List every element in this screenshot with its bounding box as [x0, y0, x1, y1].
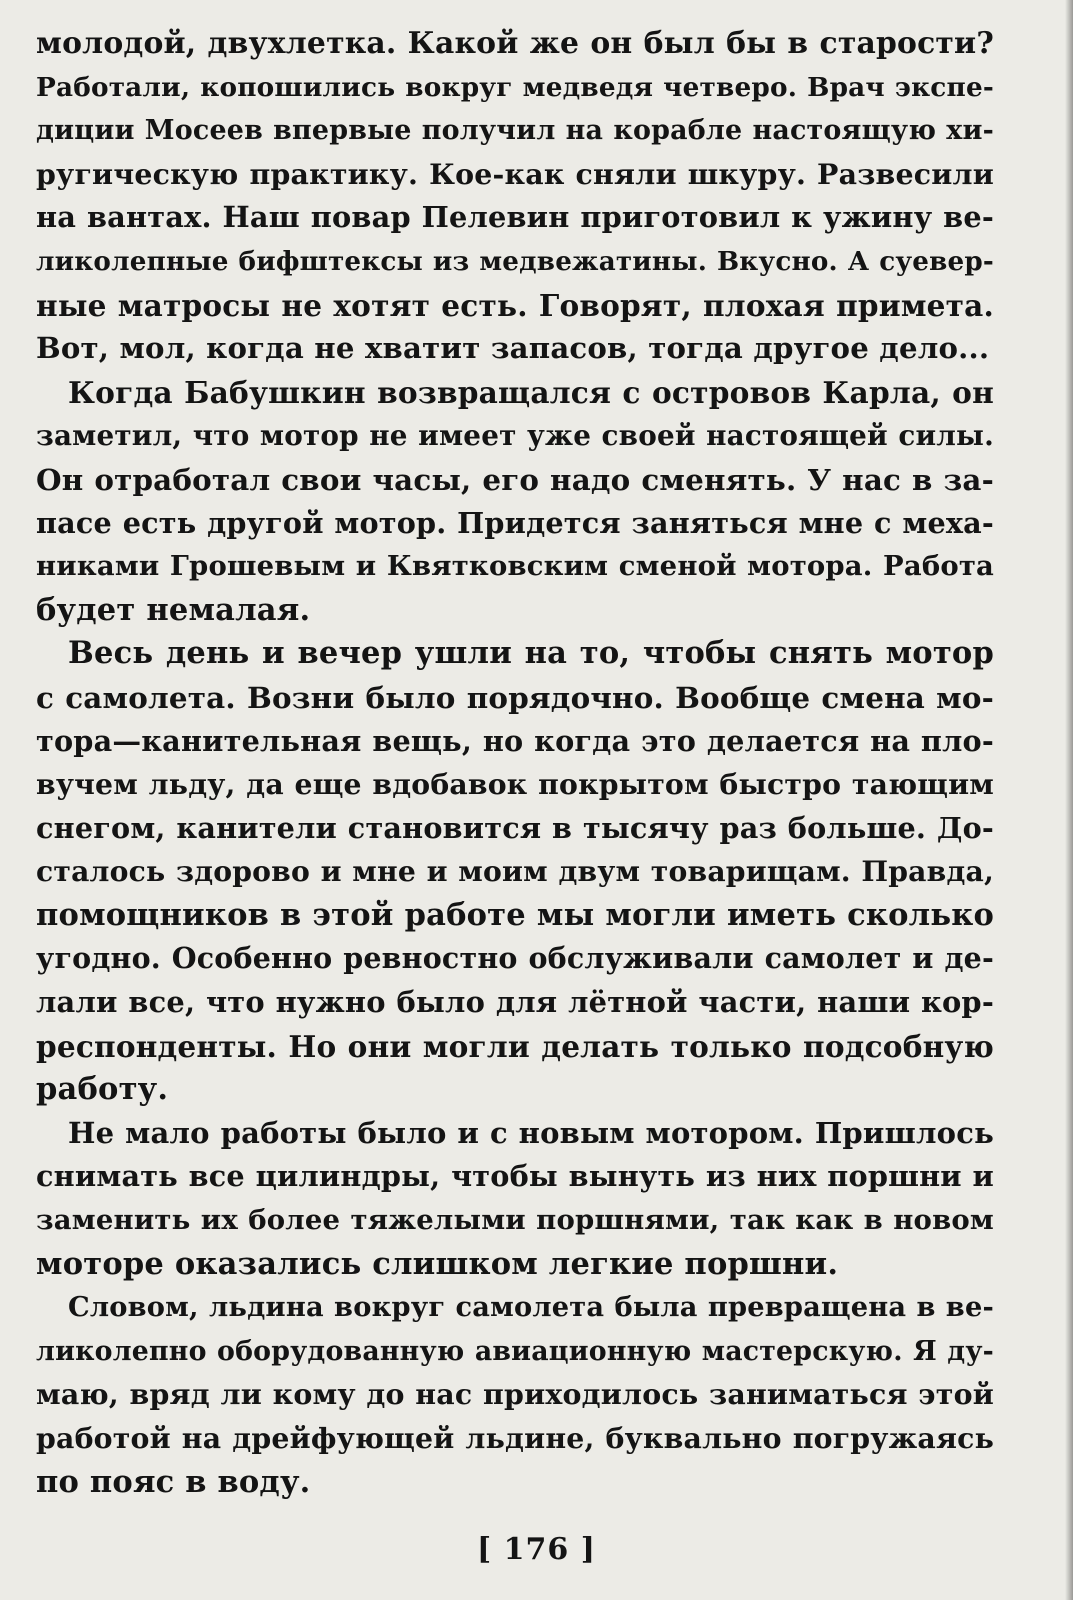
text-line: моторе оказались слишком легкие поршни.: [36, 1245, 839, 1282]
text-line: маю, вряд ли кому до нас приходилось заниматься этой: [36, 1377, 994, 1412]
text-line: заметил, что мотор не имеет уже своей настоящей силы.: [36, 419, 994, 453]
text-line: диции Мосеев впервые получил на корабле настоящую хи-: [36, 115, 994, 147]
text-line: ругическую практику. Кое-как сняли шкуру. Развесили: [36, 156, 994, 191]
text-line: тора—канительная вещь, но когда это делается на пло-: [36, 723, 994, 758]
text-line: снимать все цилиндры, чтобы вынуть из них поршни и: [36, 1159, 994, 1194]
text-line: Когда Бабушкин возвращался с островов Карла, он: [68, 374, 994, 410]
paragraph-3: [36, 632, 994, 1112]
text-line: помощников в этой работе мы могли иметь сколько: [36, 896, 994, 933]
paragraph-1: [36, 22, 994, 371]
paragraph-5: [36, 1286, 994, 1504]
text-line: заменить их более тяжелыми поршнями, так как в новом: [36, 1204, 994, 1237]
text-line: на вантах. Наш повар Пелевин приготовил к ужину ве-: [36, 200, 994, 235]
text-line: Он отработал свои часы, его надо сменять. У нас в за-: [36, 461, 994, 497]
text-line: Словом, льдина вокруг самолета была превращена в ве-: [68, 1291, 994, 1324]
text-line: будет немалая.: [36, 591, 311, 628]
text-line: молодой, двухлетка. Какой же он был бы в старости?: [36, 26, 994, 61]
page-number: [ 176 ]: [477, 1532, 596, 1567]
text-line: вучем льду, да еще вдобавок покрытом быстро тающим: [36, 767, 994, 802]
text-line: ликолепно оборудованную авиационную мастерскую. Я ду-: [36, 1335, 994, 1367]
text-line: Не мало работы было и с новым мотором. Пришлось: [68, 1115, 994, 1150]
text-line: лали все, что нужно было для лётной части, наши кор-: [36, 985, 994, 1020]
text-line: ные матросы не хотят есть. Говорят, плохая примета.: [36, 287, 994, 323]
text-line: никами Грошевым и Квятковским сменой мотора. Работа: [36, 550, 994, 583]
text-line: ликолепные бифштексы из медвежатины. Вкусно. А суевер-: [36, 245, 994, 277]
text-line: пасе есть другой мотор. Придется заняться мне с меха-: [36, 505, 994, 540]
text-line: работой на дрейфующей льдине, буквально погружаясь: [36, 1421, 994, 1455]
text-line: респонденты. Но они могли делать только подсобную: [36, 1028, 994, 1064]
text-line: Весь день и вечер ушли на то, чтобы снять мотор: [68, 635, 994, 672]
page-text: [36, 22, 994, 1504]
text-line: сталось здорово и мне и моим двум товарищам. Правда,: [36, 854, 994, 889]
paragraph-2: [36, 371, 994, 633]
text-line: снегом, канители становится в тысячу раз больше. До-: [36, 810, 994, 845]
text-line: по пояс в воду.: [36, 1463, 311, 1500]
paragraph-4: [36, 1112, 994, 1286]
page-edge-shadow: [1065, 0, 1073, 1600]
text-line: Работали, копошились вокруг медведя четверо. Врач экспе-: [36, 71, 994, 103]
text-line: с самолета. Возни было порядочно. Вообще смена мо-: [36, 679, 994, 715]
text-line: работу.: [36, 1071, 169, 1108]
text-line: угодно. Особенно ревностно обслуживали самолет и де-: [36, 941, 994, 976]
text-line: Вот, мол, когда не хватит запасов, тогда другое дело...: [36, 331, 990, 366]
